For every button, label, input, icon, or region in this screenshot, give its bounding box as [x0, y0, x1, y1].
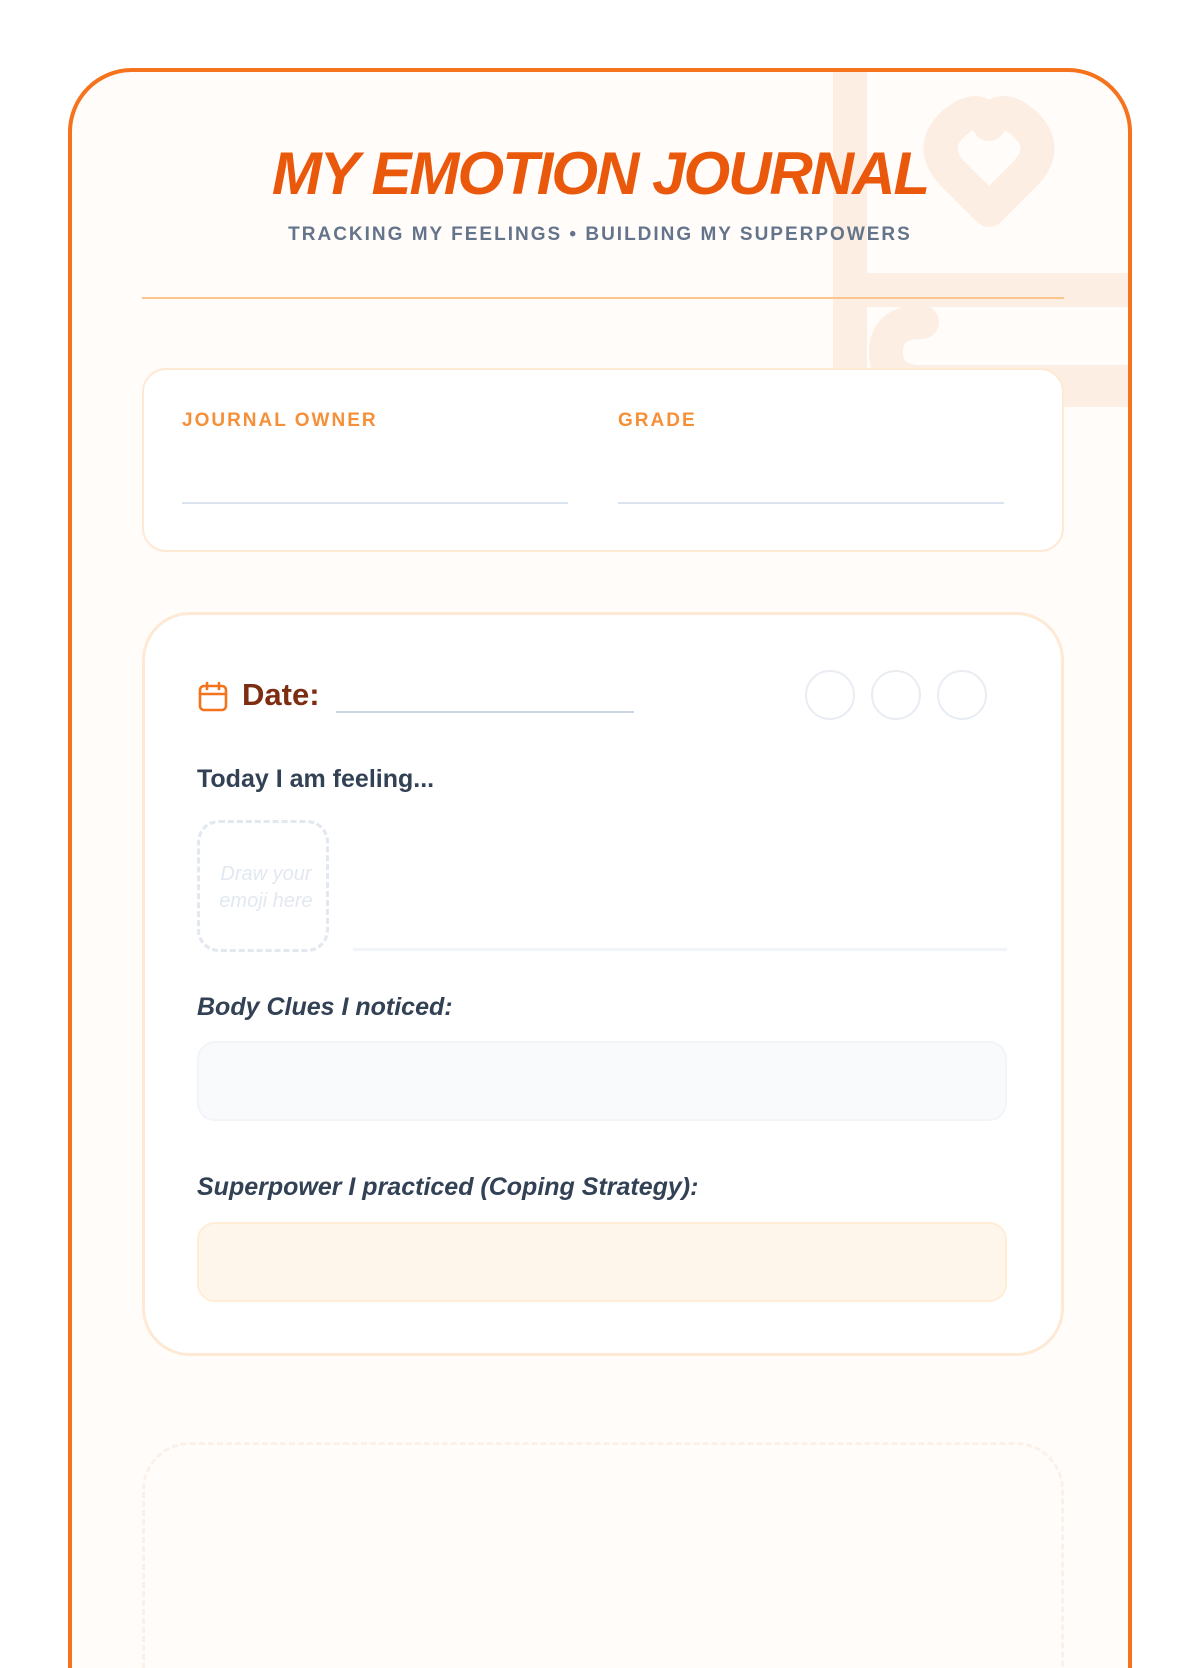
journal-entry-card	[142, 612, 1064, 1356]
feeling-field[interactable]	[353, 948, 1007, 951]
mood-circle-1[interactable]	[805, 670, 855, 720]
grade-field[interactable]	[618, 502, 1004, 504]
mood-circle-2[interactable]	[871, 670, 921, 720]
date-field[interactable]	[336, 711, 634, 713]
body-clues-label: Body Clues I noticed:	[197, 993, 453, 1021]
journal-page	[68, 68, 1132, 1668]
next-entry-card	[142, 1442, 1064, 1668]
header-divider	[142, 297, 1064, 299]
page-title: MY EMOTION JOURNAL	[271, 140, 929, 207]
superpower-field[interactable]	[197, 1222, 1007, 1302]
emoji-placeholder: Draw your emoji here	[219, 863, 313, 912]
journal-owner-field[interactable]	[182, 502, 568, 504]
mood-circle-3[interactable]	[937, 670, 987, 720]
superpower-label: Superpower I practiced (Coping Strategy):	[197, 1173, 699, 1201]
body-clues-field[interactable]	[197, 1041, 1007, 1121]
owner-card	[142, 368, 1064, 552]
calendar-icon	[197, 681, 229, 713]
journal-owner-label: JOURNAL OWNER	[182, 410, 378, 431]
date-label: Date:	[242, 677, 320, 712]
page-subtitle: TRACKING MY FEELINGS • BUILDING MY SUPERPOWERS	[288, 224, 912, 245]
feeling-label: Today I am feeling...	[197, 765, 435, 793]
emoji-drawing-box[interactable]	[197, 820, 329, 952]
grade-label: GRADE	[618, 410, 697, 431]
